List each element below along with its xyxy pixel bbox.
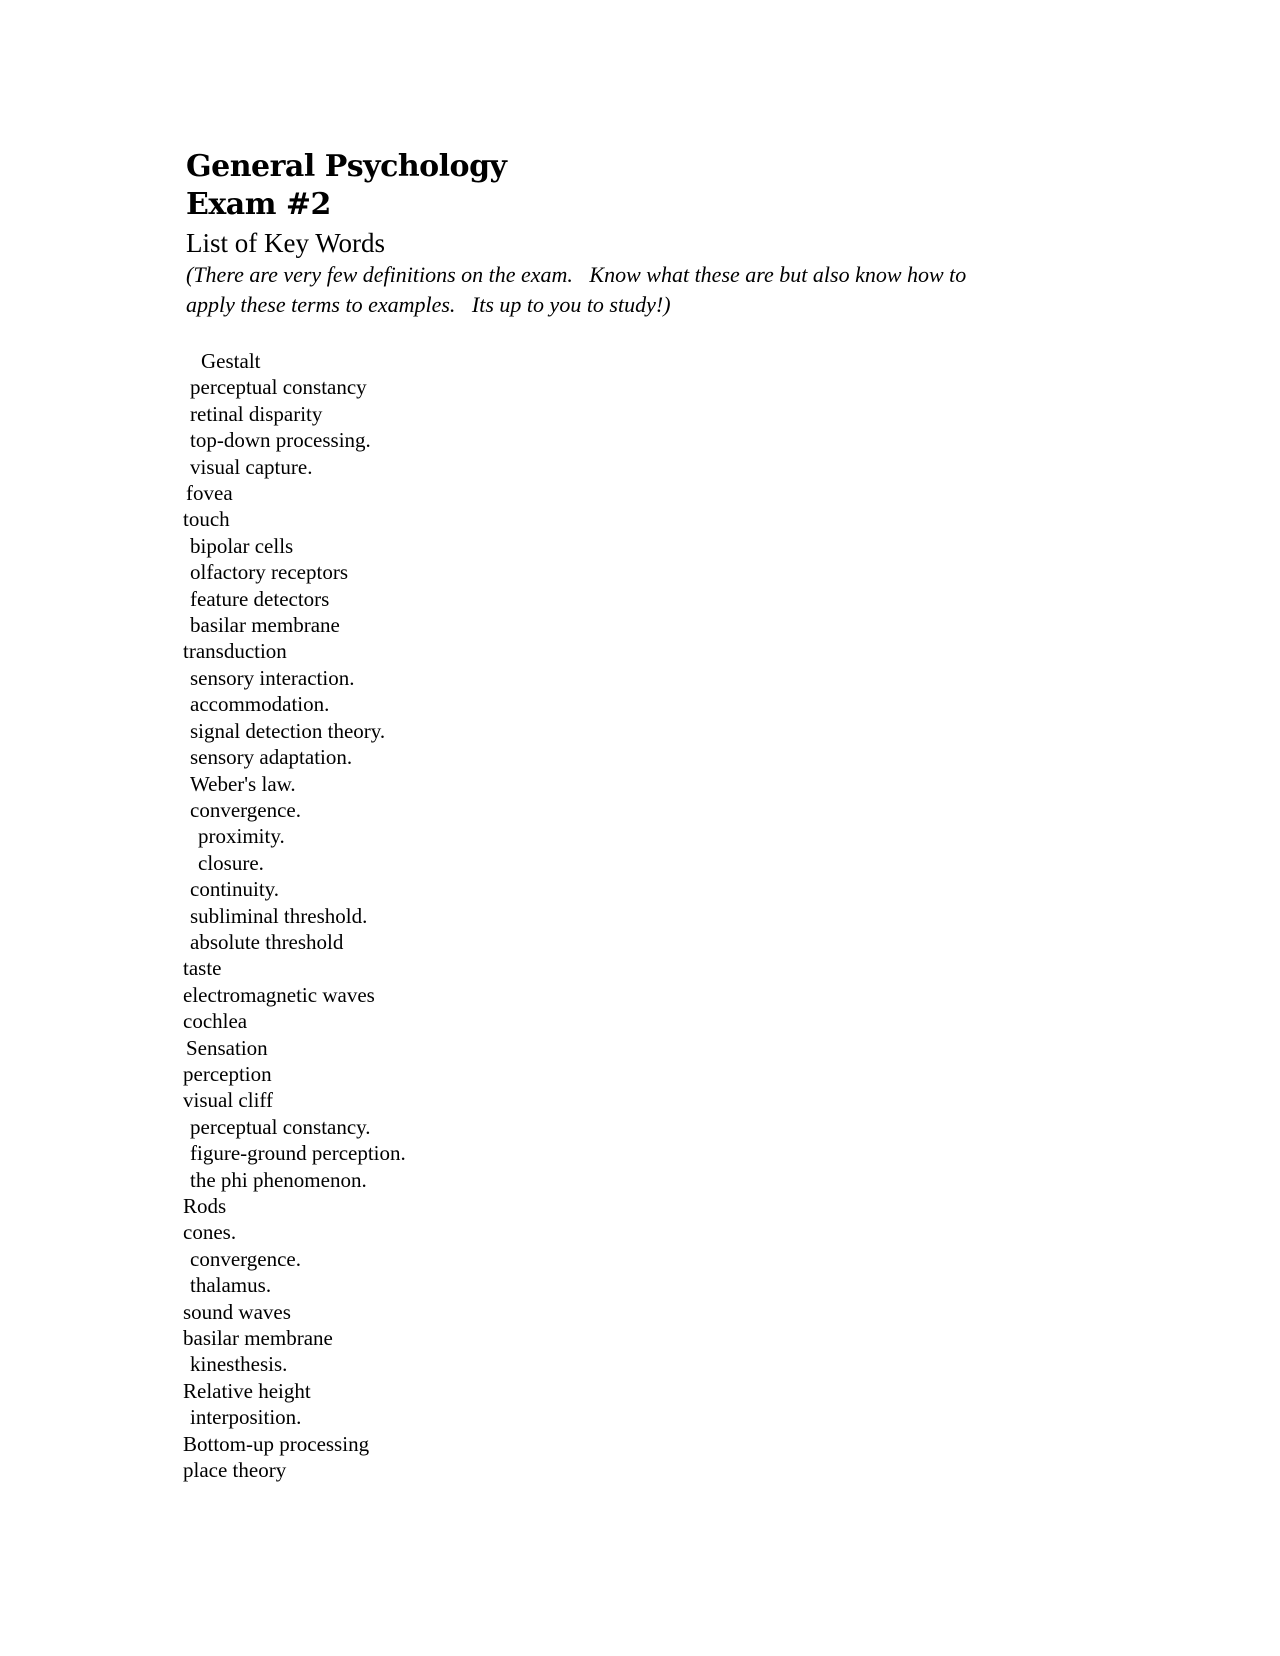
- term-transduction: transduction: [183, 639, 287, 664]
- term-accommodation: accommodation.: [190, 692, 330, 717]
- term-place-theory: place theory: [183, 1458, 287, 1483]
- term-perceptual-constancy-2: perceptual constancy.: [190, 1114, 371, 1139]
- term-basilar-membrane: basilar membrane: [190, 613, 340, 638]
- exam-title: Exam #2: [186, 187, 331, 222]
- term-top-down-processing: top-down processing.: [190, 428, 371, 453]
- term-bottom-up-processing: Bottom-up processing: [183, 1431, 370, 1456]
- term-absolute-threshold: absolute threshold: [190, 929, 344, 954]
- instruction-note-line-2: apply these terms to examples. Its up to you to study!): [186, 292, 671, 317]
- term-sensory-interaction: sensory interaction.: [190, 665, 355, 690]
- term-visual-capture: visual capture.: [190, 454, 313, 479]
- term-sensation: Sensation: [186, 1035, 268, 1060]
- term-cochlea: cochlea: [183, 1009, 248, 1034]
- term-proximity: proximity.: [198, 824, 285, 849]
- term-convergence: convergence.: [190, 797, 301, 822]
- term-fovea: fovea: [186, 481, 233, 506]
- term-closure: closure.: [198, 850, 264, 875]
- term-feature-detectors: feature detectors: [190, 586, 330, 611]
- term-perceptual-constancy: perceptual constancy: [190, 375, 367, 400]
- term-perception: perception: [183, 1061, 272, 1086]
- term-bipolar-cells: bipolar cells: [190, 533, 294, 558]
- term-visual-cliff: visual cliff: [183, 1088, 274, 1113]
- term-relative-height: Relative height: [183, 1378, 311, 1403]
- term-thalamus: thalamus.: [190, 1273, 272, 1298]
- term-convergence-2: convergence.: [190, 1246, 301, 1271]
- term-figure-ground-perception: figure-ground perception.: [190, 1141, 406, 1166]
- term-retinal-disparity: retinal disparity: [190, 401, 323, 426]
- list-subtitle: List of Key Words: [186, 228, 386, 258]
- term-taste: taste: [183, 956, 222, 981]
- term-phi-phenomenon: the phi phenomenon.: [190, 1167, 367, 1192]
- term-electromagnetic-waves: electromagnetic waves: [183, 982, 375, 1007]
- course-title: General Psychology: [186, 149, 507, 184]
- term-sound-waves: sound waves: [183, 1299, 291, 1324]
- term-basilar-membrane-2: basilar membrane: [183, 1326, 333, 1351]
- instruction-note-line-1: (There are very few definitions on the exam. Know what these are but also know how to: [186, 262, 967, 287]
- term-sensory-adaptation: sensory adaptation.: [190, 745, 353, 770]
- key-words-list: [183, 348, 1086, 1483]
- document-content: [183, 148, 1086, 1483]
- term-interposition: interposition.: [190, 1405, 302, 1430]
- term-touch: touch: [183, 507, 230, 532]
- term-subliminal-threshold: subliminal threshold.: [190, 903, 368, 928]
- term-rods: Rods: [183, 1194, 227, 1218]
- term-webers-law: Weber's law.: [190, 771, 296, 796]
- term-kinesthesis: kinesthesis.: [190, 1352, 288, 1377]
- term-olfactory-receptors: olfactory receptors: [190, 560, 349, 585]
- term-signal-detection-theory: signal detection theory.: [190, 718, 386, 743]
- term-gestalt: Gestalt: [201, 349, 261, 373]
- term-cones: cones.: [183, 1220, 237, 1245]
- term-continuity: continuity.: [190, 877, 280, 902]
